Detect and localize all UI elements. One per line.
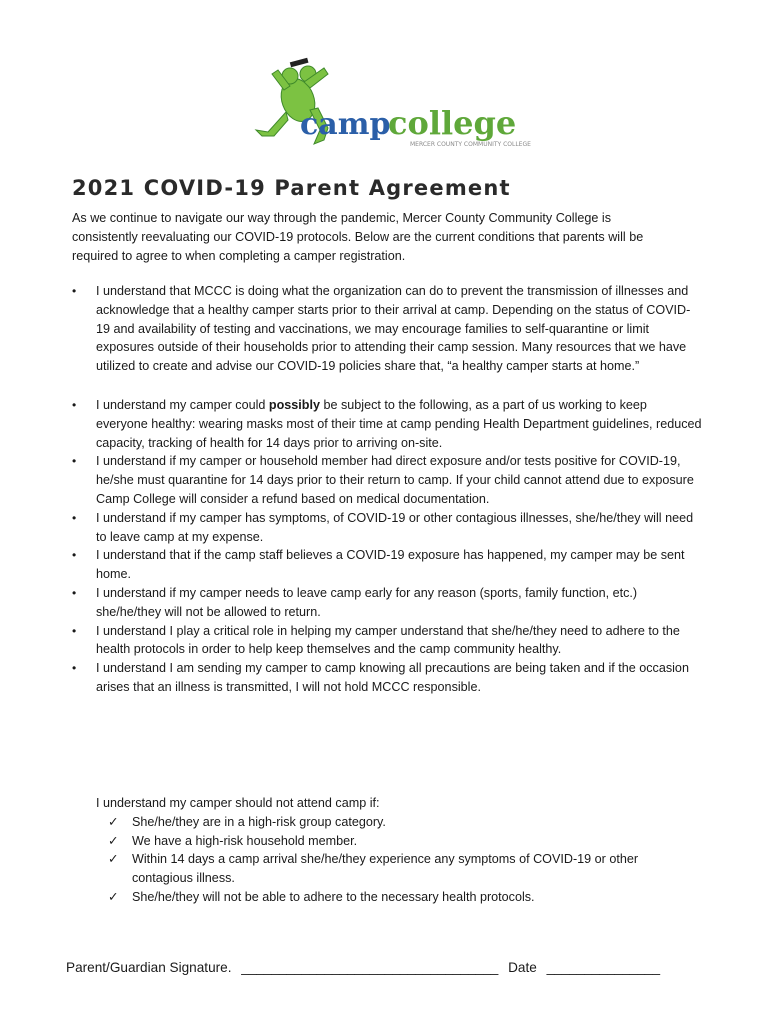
- checkmark-icon: ✓: [108, 889, 119, 904]
- list-item: • I understand if my camper or household member had direct exposure and/or tests positive for COVID-19, he/she must quarantine for 14 days prior to their return to camp. If your child cannot attend due to exposure Camp College will consider a refund based on medical documentation.: [72, 452, 702, 508]
- list-item-emphasis: possibly: [268, 397, 320, 412]
- date-label: Date: [508, 960, 537, 975]
- list-item: • I understand that if the camp staff believes a COVID-19 exposure has happened, my camper may be sent home.: [72, 546, 702, 584]
- checkmark-icon: ✓: [108, 814, 119, 829]
- checklist-item-text: Within 14 days a camp arrival she/he/they experience any symptoms of COVID-19 or other contagious illness.: [132, 852, 639, 886]
- date-line[interactable]: _______________: [546, 960, 661, 975]
- list-item: • I understand I play a critical role in helping my camper understand that she/he/they need to adhere to the health protocols in order to help keep themselves and the camp community healthy.: [72, 622, 702, 660]
- checklist-item-text: She/he/they are in a high-risk group category.: [132, 814, 386, 829]
- signature-line[interactable]: __________________________________: [241, 960, 499, 975]
- intro-paragraph: As we continue to navigate our way through the pandemic, Mercer County Community College is consistently reevaluating our COVID-19 protocols. Below are the current conditions that parents will be required to agree to when completing a camper registration.: [72, 211, 644, 263]
- checklist-item: [96, 832, 652, 851]
- checklist-item: [96, 888, 652, 907]
- checklist-item-text: She/he/they will not be able to adhere to the necessary health protocols.: [132, 889, 535, 904]
- list-item-text: I understand my camper could: [96, 397, 269, 412]
- signature-row: [66, 960, 666, 975]
- list-item: [72, 396, 702, 452]
- list-item: • I understand if my camper needs to leave camp early for any reason (sports, family function, etc.) she/he/they will not be allowed to return.: [72, 584, 702, 622]
- list-item-text: be subject to the following, as a part of us working to keep everyone healthy: wearing masks most of their time at camp pending Health Department guidelines, reduced capacity, tracking of health for 14 days prior to arriving on-site.: [96, 397, 702, 450]
- checkmark-icon: ✓: [108, 852, 119, 867]
- list-item: • I understand I am sending my camper to camp knowing all precautions are being taken and if the occasion arises that an illness is transmitted, I will not hold MCCC responsible.: [72, 659, 702, 697]
- signature-label: Parent/Guardian Signature.: [66, 960, 232, 975]
- not-attend-heading: I understand my camper should not attend camp if:: [96, 796, 380, 810]
- list-item: • I understand that MCCC is doing what the organization can do to prevent the transmission of illnesses and acknowledge that a healthy camper starts prior to their arrival at camp. Depending on the status of COVID-19 and availability of testing and vaccinations, we may encourage families to self-quarantine or limit exposures outside of their households prior to attending their camp session. Many resources that we have utilized to create and advise our COVID-19 policies share that, “a healthy camper starts at home.”: [72, 282, 702, 376]
- not-attend-section: [96, 794, 696, 907]
- camp-college-logo: [228, 52, 566, 152]
- checkmark-icon: ✓: [108, 833, 119, 848]
- checklist-item-text: We have a high-risk household member.: [132, 833, 358, 848]
- agreement-list: [72, 282, 702, 697]
- checklist-item: [96, 850, 652, 888]
- page-title: 2021 COVID-19 Parent Agreement: [72, 176, 511, 200]
- not-attend-list: [96, 813, 696, 907]
- checklist-item: [96, 813, 652, 832]
- logo-tagline: MERCER COUNTY COMMUNITY COLLEGE: [410, 141, 531, 148]
- logo-camp-text: camp: [300, 107, 391, 142]
- list-item: • I understand if my camper has symptoms, of COVID-19 or other contagious illnesses, she/he/they will need to leave camp at my expense.: [72, 509, 702, 547]
- logo-college-text: college: [388, 104, 517, 142]
